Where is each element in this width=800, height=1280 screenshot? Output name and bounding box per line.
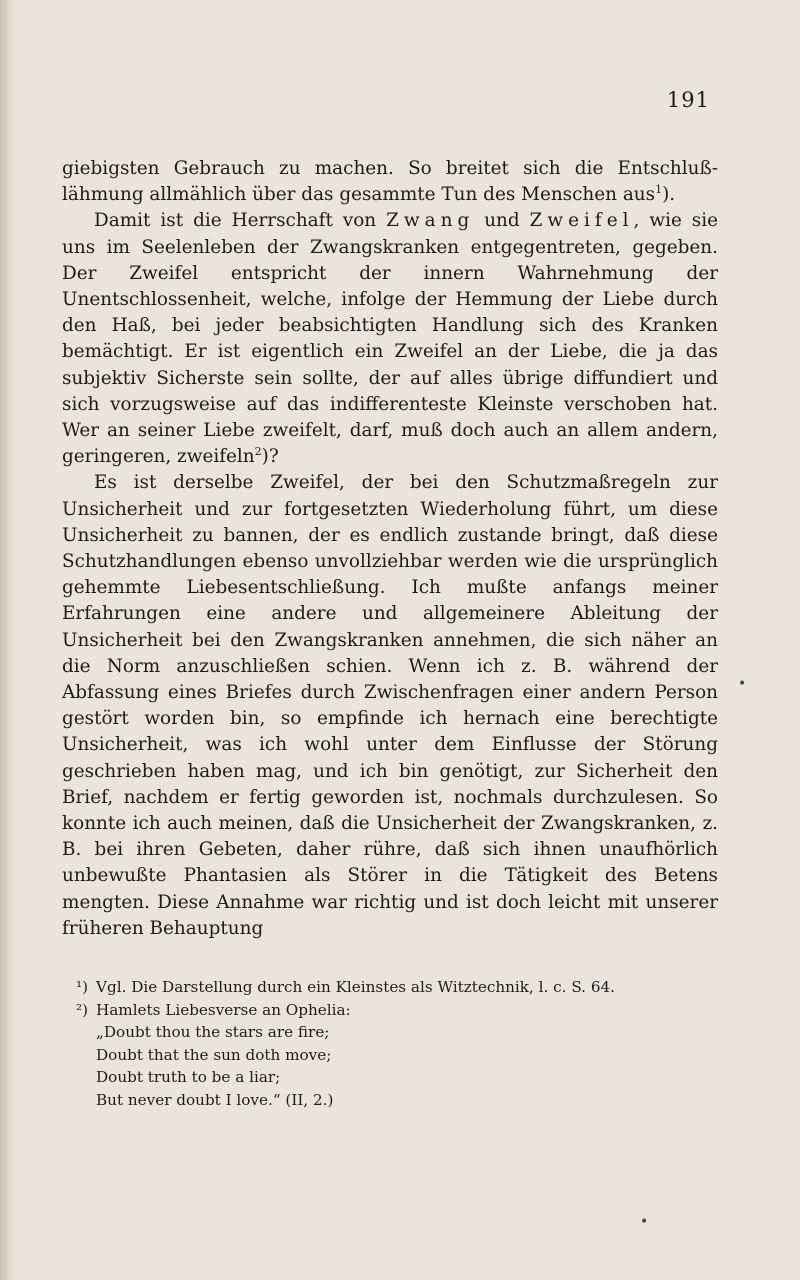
paragraph-2-tail: )? [261, 446, 279, 468]
footnote-ref-2: 2 [254, 445, 262, 459]
paragraph-2-mid: und [474, 210, 530, 232]
footnote-1-text: Vgl. Die Darstellung durch ein Kleinstes als Witztechnik, l. c. S. 64. [96, 978, 615, 996]
paragraph-1 [62, 156, 718, 208]
paragraph-3: Es ist derselbe Zweifel, der bei den Schutzmaßregeln zur Unsicherheit und zur fortgesetzten Wiederholung führt, um diese Unsicherheit zu bannen, der es endlich zustande bringt, daß diese Schutzhandlungen ebenso unvollziehbar werden wie die ursprünglich gehemmte Liebesentschließung. Ich mußte anfangs meiner Erfahrungen eine andere und allgemeinere Ableitung der Unsicherheit bei den Zwangskranken annehmen, die sich näher an die Norm anzuschließen schien. Wenn ich z. B. während der Abfassung eines Briefes durch Zwischenfragen einer andern Person gestört worden bin, so empfinde ich hernach eine berechtigte Unsicherheit, was ich wohl unter dem Einflusse der Störung geschrieben haben mag, und ich bin genötigt, zur Sicherheit den Brief, nachdem er fertig geworden ist, nochmals durchzulesen. So konnte ich auch meinen, daß die Unsicherheit der Zwangskranken, z. B. bei ihren Gebeten, daher rühre, daß sich ihnen unaufhörlich unbewußte Phantasien als Störer in die Tätigkeit des Betens mengten. Diese Annahme war richtig und ist doch leicht mit unserer früheren Behauptung [62, 472, 718, 939]
footnotes [62, 976, 718, 1111]
paragraph-2-pre: Damit ist die Herrschaft von [94, 210, 387, 232]
hamlet-verse [96, 1021, 718, 1111]
body-text [62, 156, 718, 942]
paragraph-2 [62, 208, 718, 470]
footnote-1-mark: ¹) [75, 978, 88, 996]
footnote-1 [62, 976, 718, 999]
footnote-2 [62, 999, 718, 1022]
paragraph-1-text: giebigsten Gebrauch zu machen. So breitet sich die Entschlußlähmung allmählich über das gesammte Tun des Menschen aus [62, 158, 718, 206]
verse-line: „Doubt thou the stars are fire; [96, 1023, 330, 1041]
scan-speck: • [640, 1214, 649, 1230]
emphasis-zwang: Zwang [386, 210, 475, 232]
verse-line: But never doubt I love.“ (II, 2.) [96, 1090, 334, 1109]
footnote-2-mark: ²) [75, 1000, 88, 1019]
paragraph-2-post: , wie sie uns im Seelenleben der Zwangskranken entgegentreten, gegeben. Der Zweifel entspricht der innern Wahrnehmung der Unentschlossenheit, welche, infolge der Hemmung der Liebe durch den Haß, bei jeder beabsichtigten Handlung sich des Kranken bemächtigt. Er ist eigentlich ein Zweifel an der Liebe, die ja das subjektiv Sicherste sein sollte, der auf alles übrige diffundiert und sich vorzugsweise auf das indifferenteste Kleinste verschoben hat. Wer an seiner Liebe zweifelt, darf, muß doch auch an allem andern, geringeren, zweifeln [62, 210, 719, 468]
scan-speck: • [738, 676, 747, 692]
emphasis-zweifel: Zweifel [529, 210, 634, 232]
footnote-ref-1: 1 [655, 183, 663, 197]
page-number: 191 [666, 88, 710, 112]
verse-line: Doubt truth to be a liar; [96, 1068, 281, 1086]
verse-line: Doubt that the sun doth move; [96, 1045, 332, 1064]
paragraph-1-tail: ). [662, 184, 676, 206]
footnote-2-text: Hamlets Liebesverse an Ophelia: [96, 1000, 351, 1019]
book-gutter-edge [0, 0, 16, 1280]
